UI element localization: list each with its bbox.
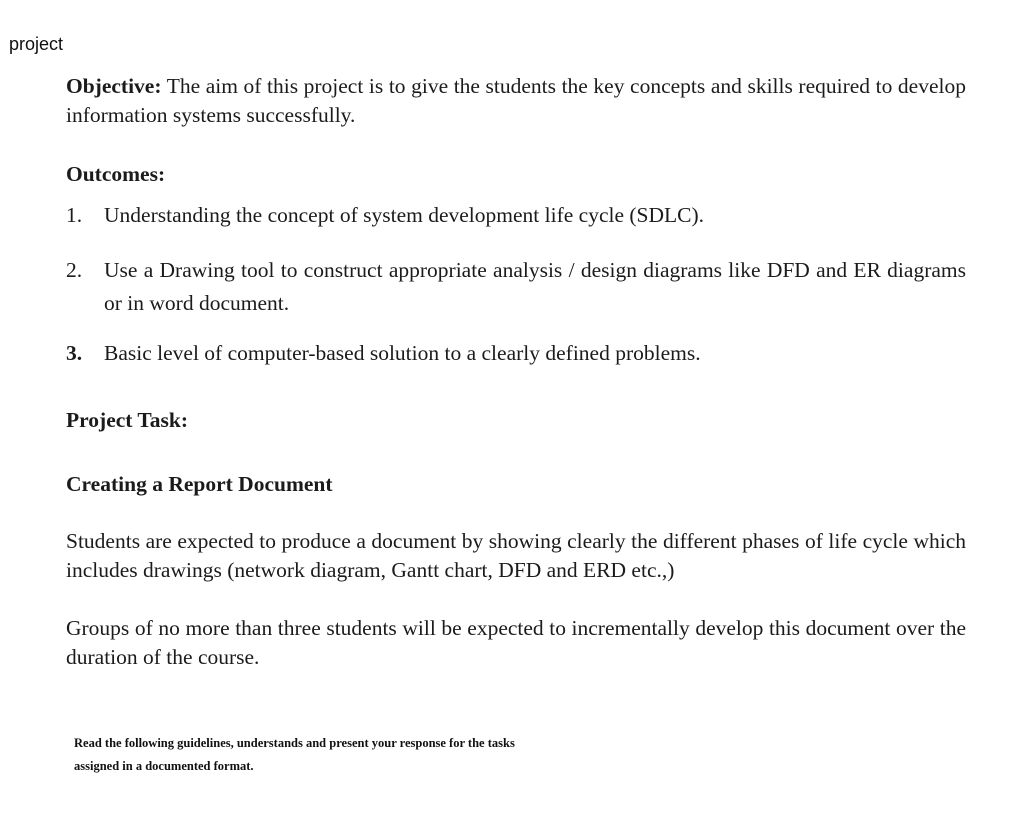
list-item-number: 2. — [66, 258, 83, 282]
students-paragraph: Students are expected to produce a document by showing clearly the different phases of life cycle which includes drawings (network diagram, Gantt chart, DFD and ERD etc.,) — [66, 529, 966, 582]
outcomes-heading: Outcomes: — [66, 162, 166, 186]
list-item — [66, 201, 966, 230]
list-item-text: Basic level of computer-based solution to a clearly defined problems. — [104, 341, 701, 365]
report-document-heading: Creating a Report Document — [66, 472, 333, 496]
objective-paragraph — [66, 72, 966, 130]
list-item-text: Use a Drawing tool to construct appropriate analysis / design diagrams like DFD and ER diagrams or in word document. — [104, 258, 966, 315]
list-item-text: Understanding the concept of system development life cycle (SDLC). — [104, 203, 705, 227]
groups-paragraph: Groups of no more than three students will be expected to incrementally develop this document over the duration of the course. — [66, 616, 966, 669]
project-task-heading: Project Task: — [66, 408, 189, 432]
list-item — [66, 254, 966, 320]
guidelines-note — [74, 732, 674, 778]
guidelines-line: Read the following guidelines, understands and present your response for the tasks — [74, 736, 515, 750]
guidelines-line: assigned in a documented format. — [74, 759, 254, 773]
page-title: project — [9, 34, 64, 54]
list-item-number: 3. — [66, 341, 83, 365]
objective-text: The aim of this project is to give the students the key concepts and skills required to develop information systems successfully. — [66, 74, 966, 127]
list-item-number: 1. — [66, 203, 83, 227]
objective-label: Objective: — [66, 74, 162, 98]
list-item — [66, 339, 966, 368]
